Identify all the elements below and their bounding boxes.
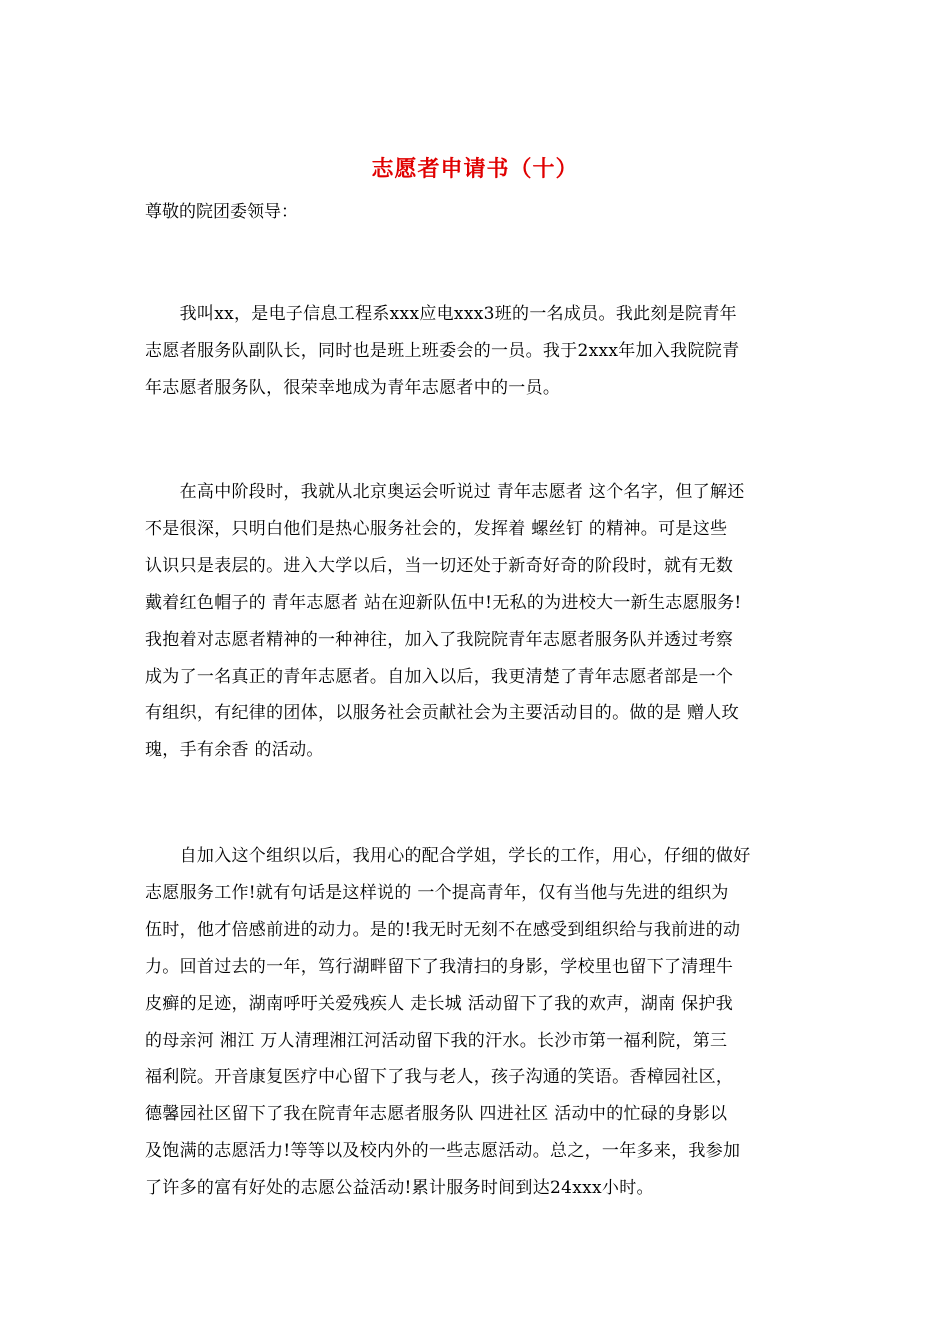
paragraph-line: 戴着红色帽子的 青年志愿者 站在迎新队伍中!无私的为进校大一新生志愿服务! xyxy=(145,592,742,613)
paragraph-line: 皮癣的足迹，湖南呼吁关爱残疾人 走长城 活动留下了我的欢声，湖南 保护我 xyxy=(145,993,734,1014)
paragraph-line: 我叫xx，是电子信息工程系xxx应电xxx3班的一名成员。我此刻是院青年 xyxy=(145,304,737,324)
document-title: 志愿者申请书（十） xyxy=(371,156,579,182)
paragraph-line: 了许多的富有好处的志愿公益活动!累计服务时间到达24xxx小时。 xyxy=(145,1178,654,1199)
paragraph-line: 年志愿者服务队，很荣幸地成为青年志愿者中的一员。 xyxy=(145,377,561,398)
paragraph-line: 有组织，有纪律的团体，以服务社会贡献社会为主要活动目的。做的是 赠人玫 xyxy=(145,703,739,724)
paragraph-line: 认识只是表层的。进入大学以后，当一切还处于新奇好奇的阶段时，就有无数 xyxy=(145,555,734,576)
salutation: 尊敬的院团委领导： xyxy=(145,202,298,222)
paragraph-line: 的母亲河 湘江 万人清理湘江河活动留下我的汗水。长沙市第一福利院，第三 xyxy=(145,1030,728,1051)
paragraph-line: 力。回首过去的一年，笃行湖畔留下了我清扫的身影，学校里也留下了清理牛 xyxy=(145,956,734,977)
paragraph-line: 瑰，手有余香 的活动。 xyxy=(145,740,324,761)
paragraph-2 xyxy=(145,474,825,769)
paragraph-1 xyxy=(145,296,825,407)
paragraph-line: 志愿服务工作!就有句话是这样说的 一个提高青年，仅有当他与先进的组织为 xyxy=(145,882,729,903)
paragraph-line: 及饱满的志愿活力!等等以及校内外的一些志愿活动。总之，一年多来，我参加 xyxy=(145,1141,741,1162)
paragraph-line: 德馨园社区留下了我在院青年志愿者服务队 四进社区 活动中的忙碌的身影以 xyxy=(145,1104,728,1125)
paragraph-line: 伍时，他才倍感前进的动力。是的!我无时无刻不在感受到组织给与我前进的动 xyxy=(145,919,741,940)
paragraph-line: 志愿者服务队副队长，同时也是班上班委会的一员。我于2xxx年加入我院院青 xyxy=(145,340,740,361)
paragraph-line: 自加入这个组织以后，我用心的配合学姐，学长的工作，用心，仔细的做好 xyxy=(145,846,751,866)
paragraph-line: 成为了一名真正的青年志愿者。自加入以后，我更清楚了青年志愿者部是一个 xyxy=(145,666,734,687)
paragraph-line: 我抱着对志愿者精神的一种神往，加入了我院院青年志愿者服务队并透过考察 xyxy=(145,629,734,650)
paragraph-3 xyxy=(145,838,825,1207)
paragraph-line: 福利院。开音康复医疗中心留下了我与老人，孩子沟通的笑语。香樟园社区， xyxy=(145,1067,734,1088)
paragraph-line: 在高中阶段时，我就从北京奥运会听说过 青年志愿者 这个名字，但了解还 xyxy=(145,482,745,502)
paragraph-line: 不是很深，只明白他们是热心服务社会的，发挥着 螺丝钉 的精神。可是这些 xyxy=(145,518,728,539)
